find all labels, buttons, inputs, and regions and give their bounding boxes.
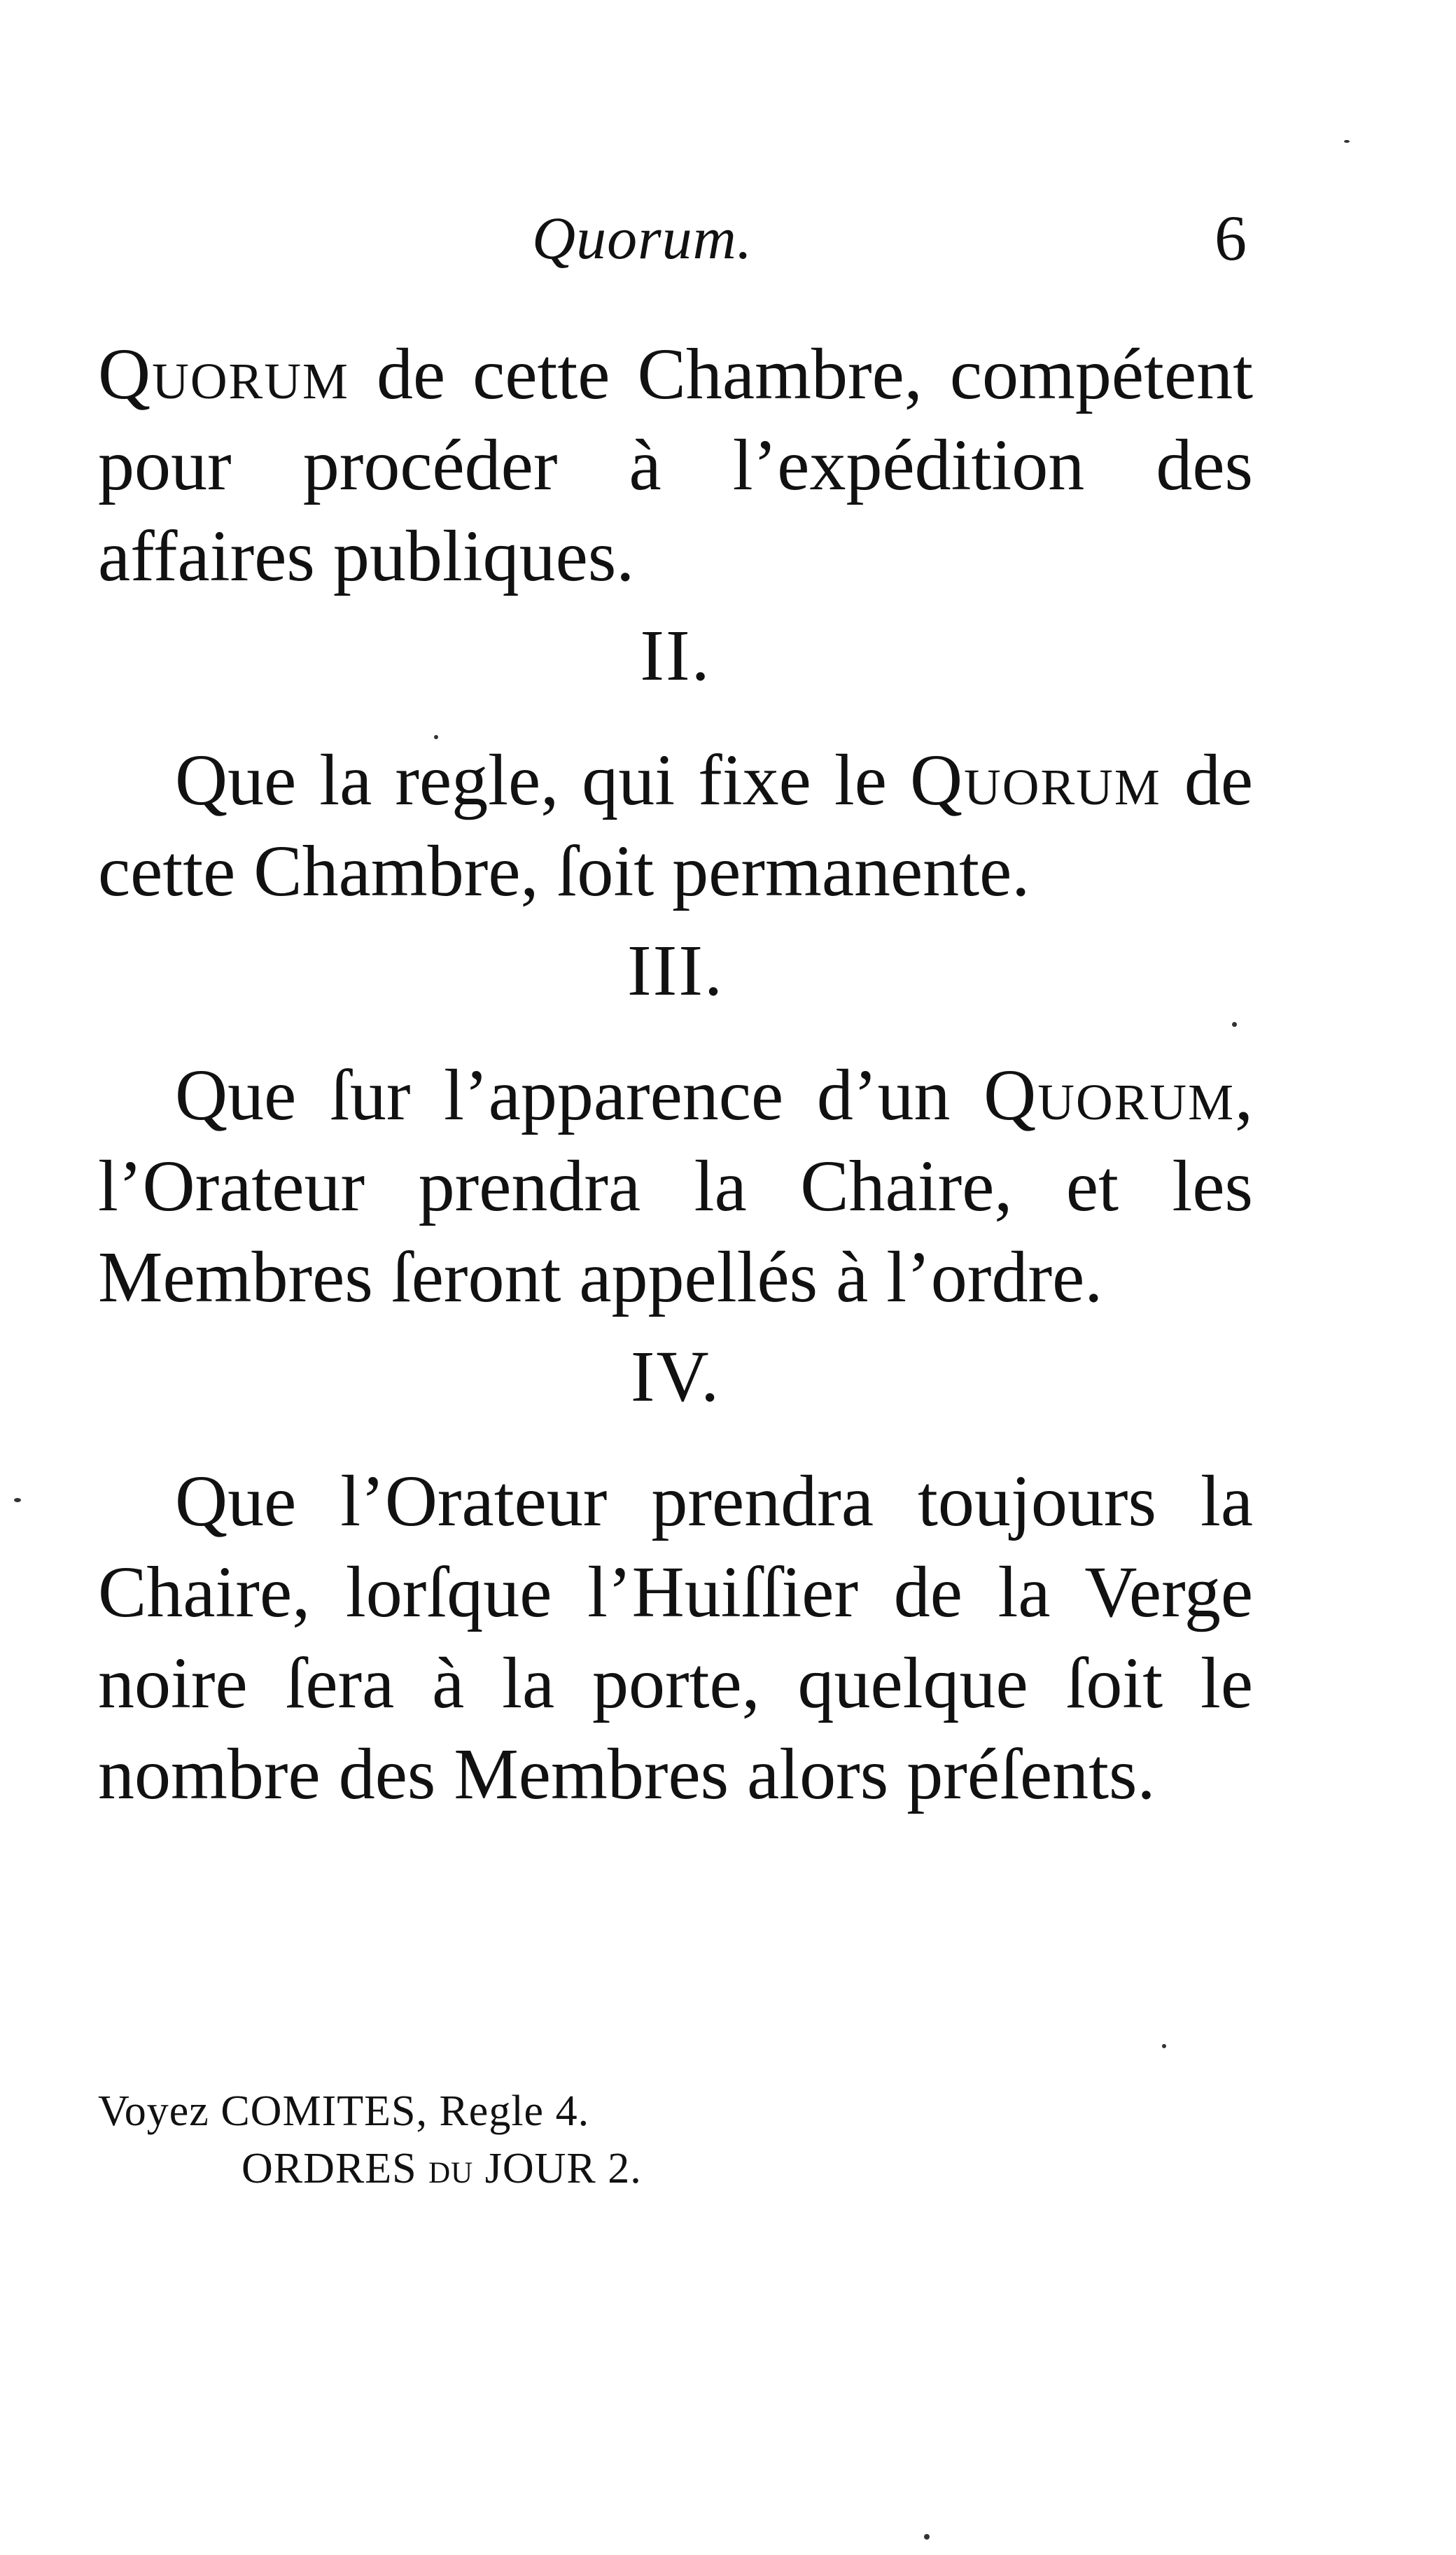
small-caps-term: Quorum <box>98 334 349 414</box>
paragraph-2-post: de cette Chambre, ſoit permanente. <box>98 740 1253 911</box>
scan-speck <box>924 2534 930 2540</box>
cross-reference-line-2-a: ORDRES <box>241 2145 429 2192</box>
running-title: Quorum. <box>532 204 753 272</box>
section-numeral-2: II. <box>640 615 711 696</box>
paragraph-1-text: de cette Chambre, compétent pour procéder à l’expédition des affaires publiques. <box>98 334 1253 596</box>
scan-speck <box>14 1498 21 1502</box>
paragraph-1 <box>98 329 1253 602</box>
cross-reference-du: du <box>428 2145 474 2192</box>
scan-speck <box>1232 1022 1237 1027</box>
paragraph-3-pre: Que ſur l’apparence d’un <box>175 1055 984 1135</box>
scan-speck <box>1344 140 1350 143</box>
paragraph-3 <box>98 1050 1253 1323</box>
cross-reference-line-1: Voyez COMITES, Regle 4. <box>98 2087 590 2135</box>
small-caps-term: Quorum <box>909 740 1161 820</box>
scan-speck <box>1162 2044 1166 2048</box>
section-numeral-4: IV. <box>630 1336 721 1417</box>
paragraph-2-pre: Que la regle, qui fixe le <box>175 740 910 820</box>
paragraph-4 <box>98 1456 1253 1820</box>
small-caps-term: Quorum <box>983 1055 1235 1135</box>
page-number: 6 <box>1214 202 1247 274</box>
scan-speck <box>434 735 438 739</box>
paragraph-4-text: Que l’Orateur prendra toujours la Chaire, lorſque l’Huiſſier de la Verge noire ſera à la porte, quelque ſoit le nombre des Membres alors préſents. <box>98 1461 1253 1814</box>
page-header <box>0 200 1456 276</box>
section-numeral-3: III. <box>627 930 724 1011</box>
paragraph-3-post: , l’Orateur prendra la Chaire, et les Membres ſeront appellés à l’ordre. <box>98 1055 1253 1317</box>
body-text <box>98 329 1253 1820</box>
cross-reference-note <box>98 2082 642 2197</box>
cross-reference-line-2-b: JOUR 2. <box>473 2145 642 2192</box>
cross-reference-line-2 <box>98 2140 642 2197</box>
paragraph-2 <box>98 735 1253 917</box>
